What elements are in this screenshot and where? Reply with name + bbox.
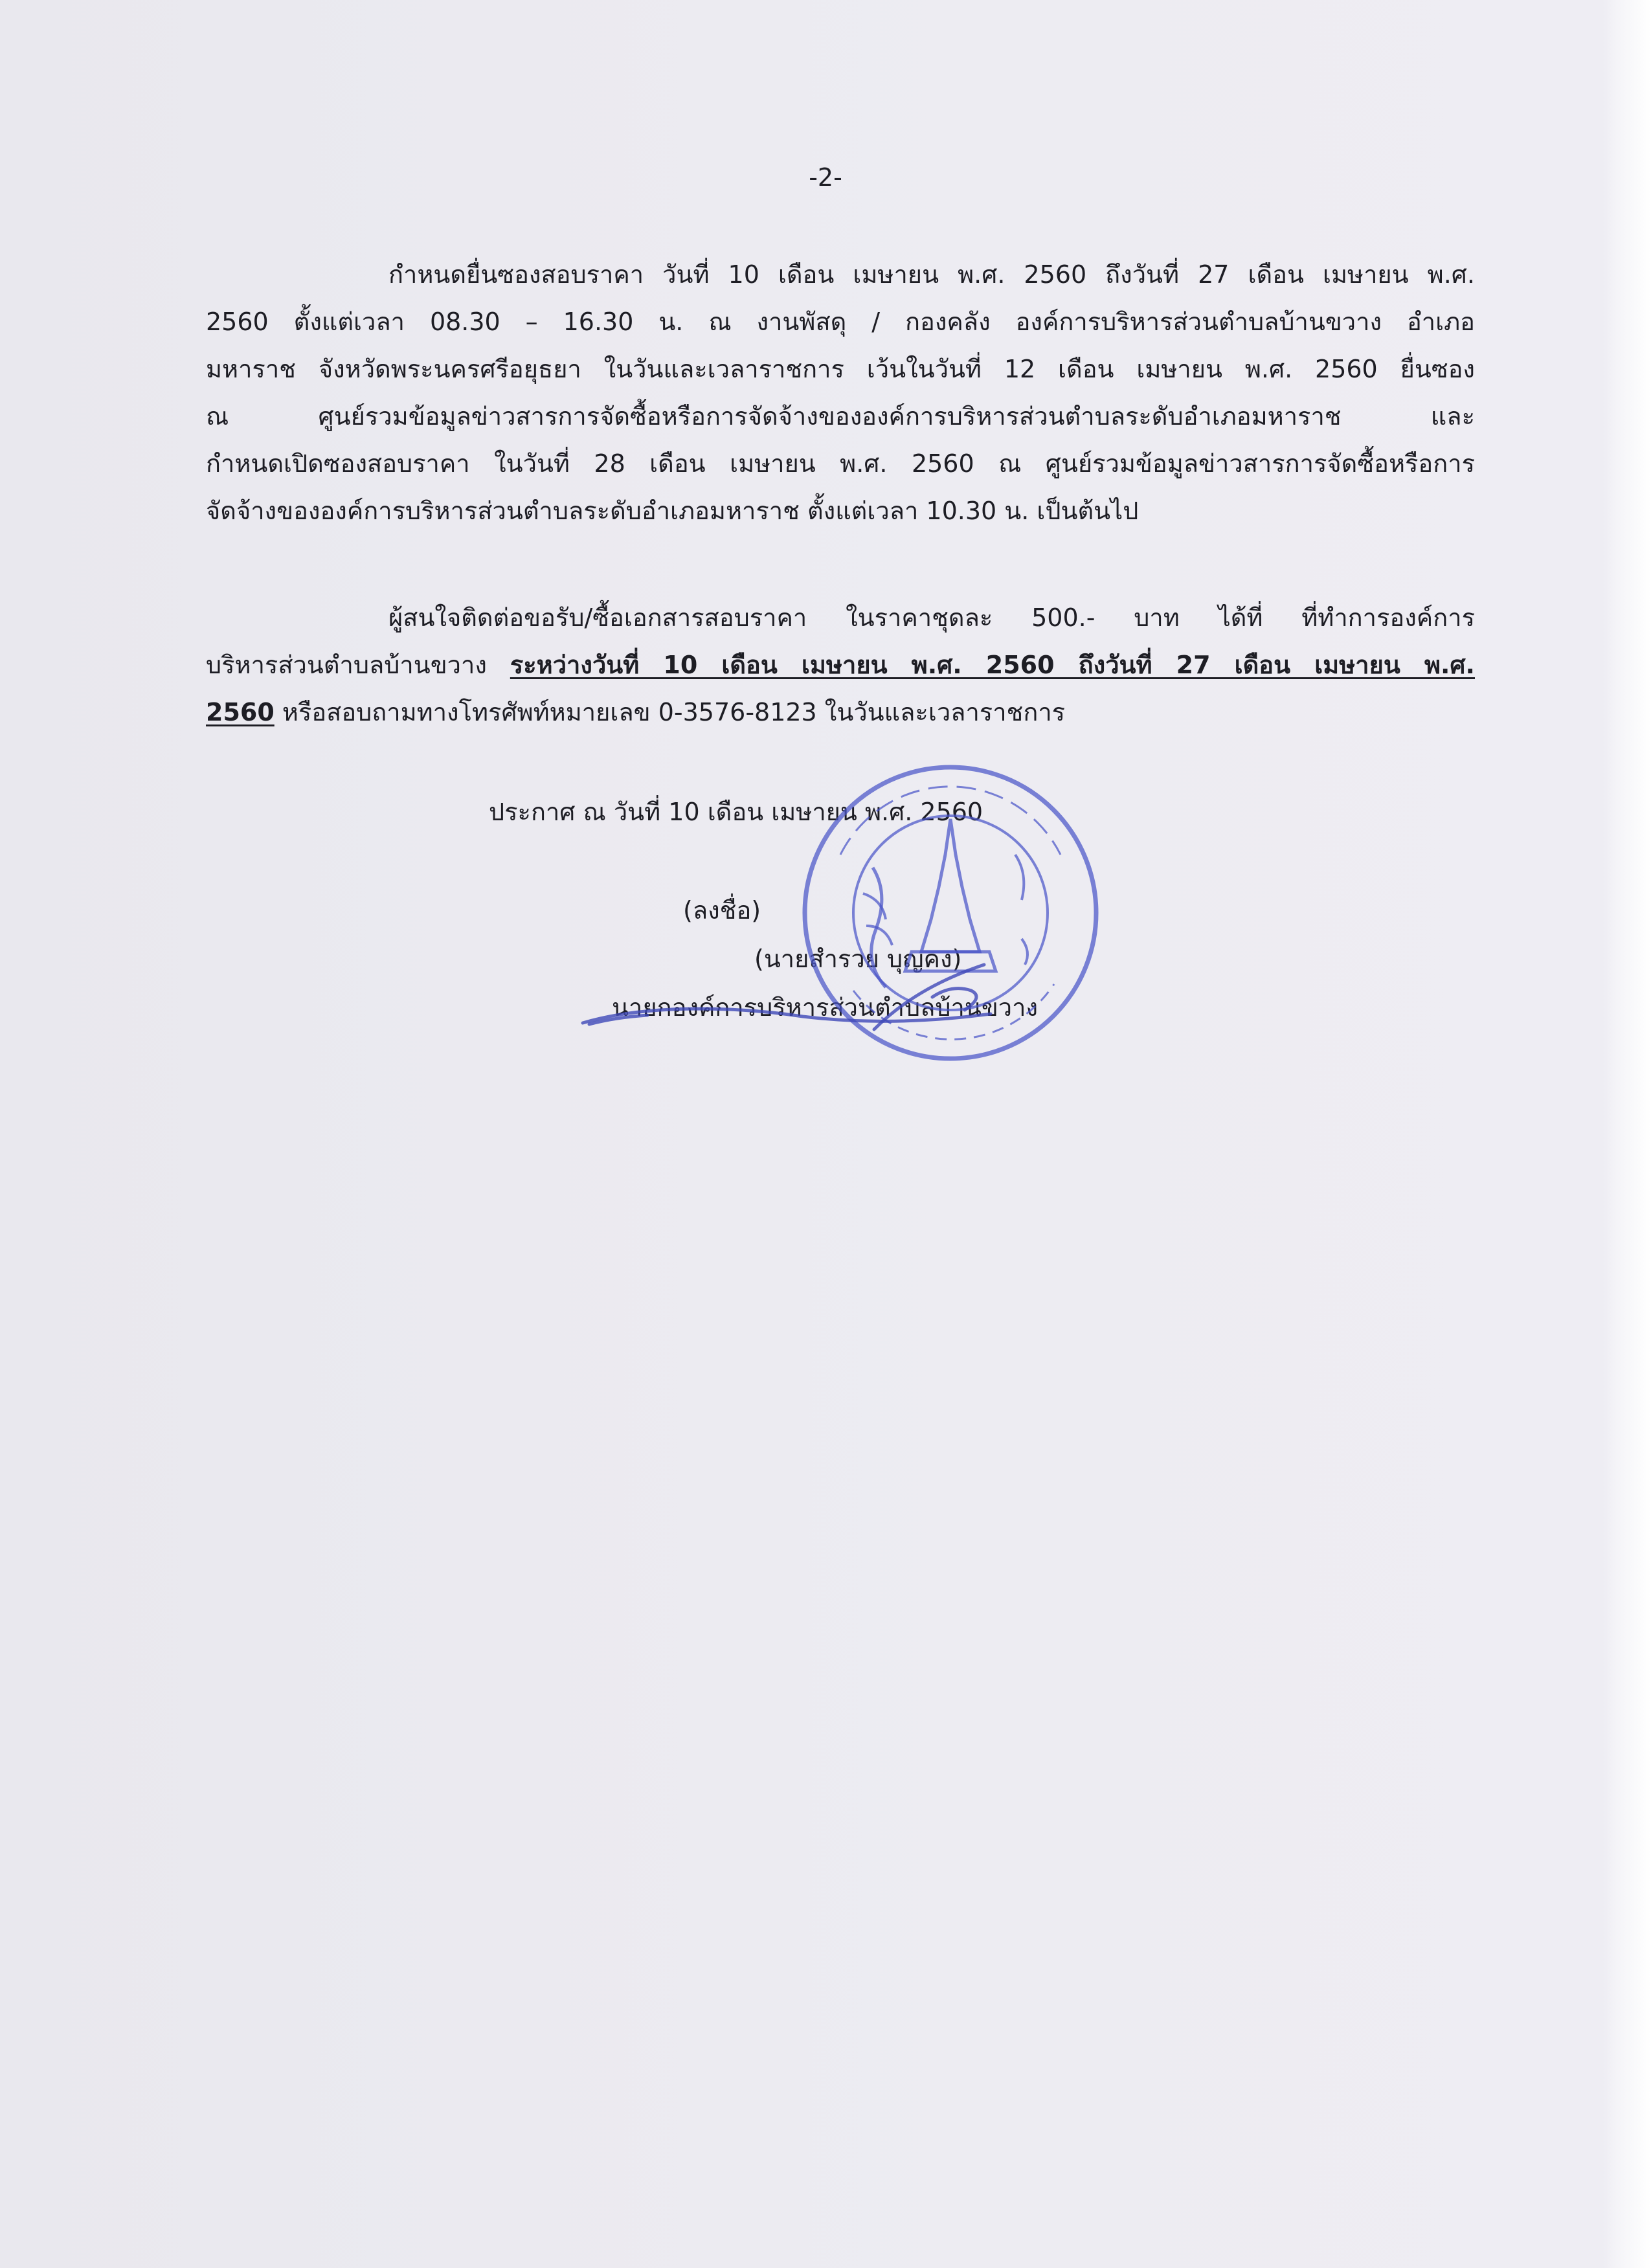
- paragraph-2-line-2: [206, 646, 1475, 684]
- paragraph-2-year-underlined: 2560: [206, 698, 275, 726]
- handwritten-signature: [570, 952, 1127, 1042]
- paragraph-1-line-5: กำหนดเปิดซองสอบราคา ในวันที่ 28 เดือน เมษายน พ.ศ. 2560 ณ ศูนย์รวมข้อมูลข่าวสารการจัดซื้อหรือการ: [206, 449, 1475, 478]
- page-number: -2-: [809, 163, 842, 192]
- paragraph-2-line-1: ผู้สนใจติดต่อขอรับ/ซื้อเอกสารสอบราคา ในราคาชุดละ 500.- บาท ได้ที่ ที่ทำการองค์การ: [388, 603, 1475, 632]
- signatory-name: (นายสำรวย บุญคง): [754, 945, 962, 973]
- paragraph-1-line-1: กำหนดยื่นซองสอบราคา วันที่ 10 เดือน เมษายน พ.ศ. 2560 ถึงวันที่ 27 เดือน เมษายน พ.ศ.: [388, 260, 1475, 289]
- announcement-date: ประกาศ ณ วันที่ 10 เดือน เมษายน พ.ศ. 2560: [489, 798, 983, 826]
- paragraph-2-period-underlined: ระหว่างวันที่ 10 เดือน เมษายน พ.ศ. 2560 ถึงวันที่ 27 เดือน เมษายน พ.ศ.: [510, 651, 1475, 679]
- paragraph-1-line-3: มหาราช จังหวัดพระนครศรีอยุธยา ในวันและเวลาราชการ เว้นในวันที่ 12 เดือน เมษายน พ.ศ. 2560 ยื่นซอง: [206, 355, 1475, 383]
- signed-label: (ลงชื่อ): [683, 896, 761, 925]
- paragraph-1-line-4: ณ ศูนย์รวมข้อมูลข่าวสารการจัดซื้อหรือการจัดจ้างขององค์การบริหารส่วนตำบลระดับอำเภอมหาราช และ: [206, 402, 1475, 431]
- paragraph-2-line-2-text: บริหารส่วนตำบลบ้านขวาง: [206, 651, 510, 679]
- signatory-position: นายกองค์การบริหารส่วนตำบลบ้านขวาง: [612, 993, 1039, 1022]
- paragraph-2-contact-text: หรือสอบถามทางโทรศัพท์หมายเลข 0-3576-8123 ในวันและเวลาราชการ: [274, 698, 1066, 726]
- paragraph-2-line-3: [206, 693, 1475, 731]
- paragraph-1-line-6: จัดจ้างขององค์การบริหารส่วนตำบลระดับอำเภอมหาราช ตั้งแต่เวลา 10.30 น. เป็นต้นไป: [206, 497, 1139, 525]
- paragraph-1-line-2: 2560 ตั้งแต่เวลา 08.30 – 16.30 น. ณ งานพัสดุ / กองคลัง องค์การบริหารส่วนตำบลบ้านขวาง อำเภอ: [206, 308, 1475, 336]
- page-edge-highlight: [1606, 0, 1651, 2268]
